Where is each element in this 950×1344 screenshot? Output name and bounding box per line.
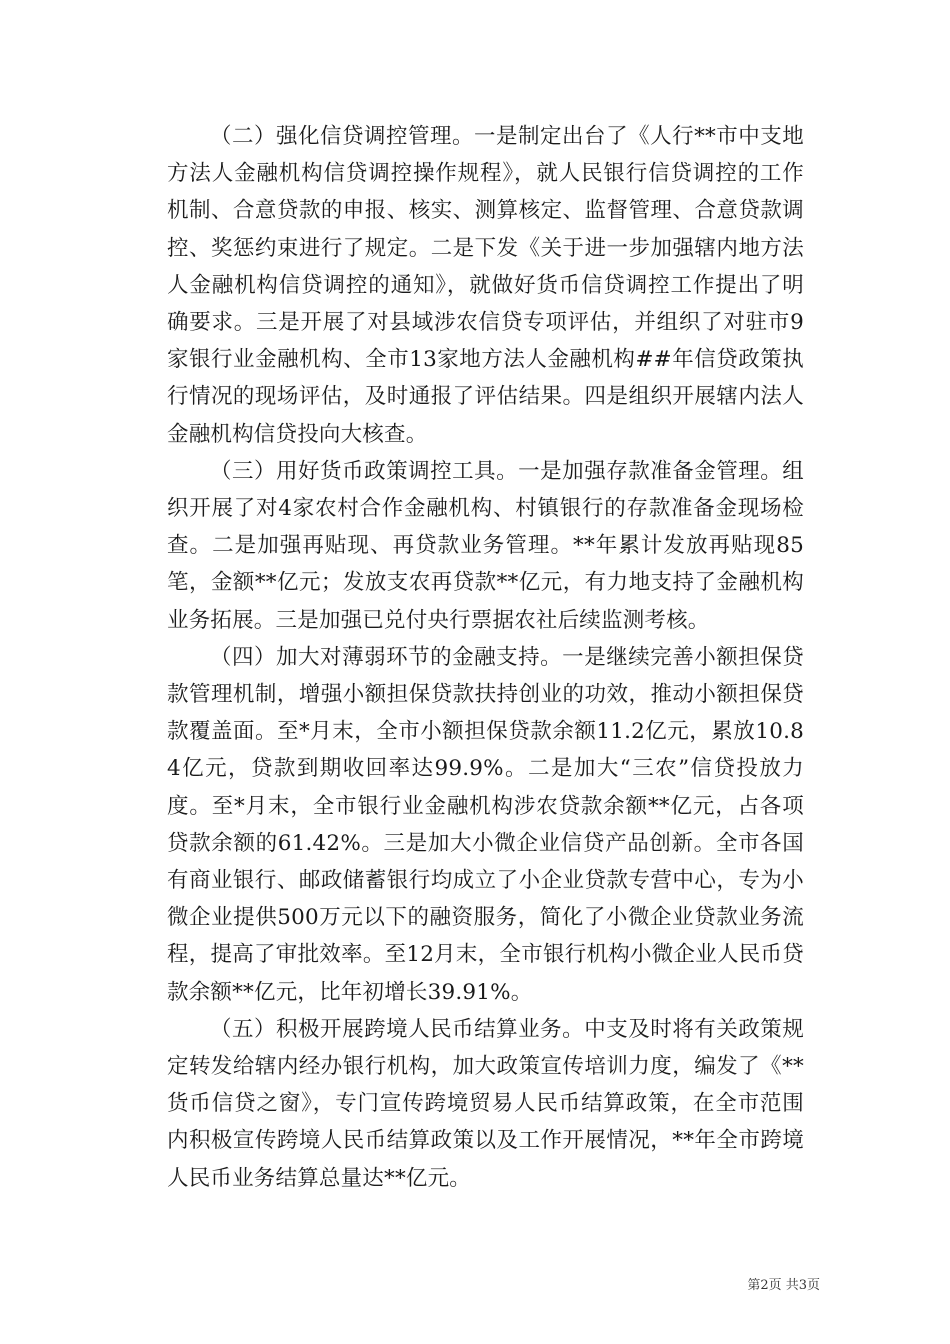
paragraph-policy-tools: （三）用好货币政策调控工具。一是加强存款准备金管理。组织开展了对4家农村合作金融机构、村镇银行的存款准备金现场检查。二是加强再贴现、再贷款业务管理。**年累计发放再贴现85笔，金额**亿元；发放支农再贷款**亿元，有力地支持了金融机构业务拓展。三是加强已兑付央行票据农社后续监测考核。 xyxy=(167,458,804,633)
page-number: 第2页 共3页 xyxy=(747,1278,820,1293)
document-body xyxy=(167,118,804,1197)
paragraph-weak-links-support: （四）加大对薄弱环节的金融支持。一是继续完善小额担保贷款管理机制，增强小额担保贷款扶持创业的功效，推动小额担保贷款覆盖面。至*月末，全市小额担保贷款余额11.2亿元，累放10.84亿元，贷款到期收回率达99.9%。二是加大“三农”信贷投放力度。至*月末，全市银行业金融机构涉农贷款余额**亿元，占各项贷款余额的61.42%。三是加大小微企业信贷产品创新。全市各国有商业银行、邮政储蓄银行均成立了小企业贷款专营中心，专为小微企业提供500万元以下的融资服务，简化了小微企业贷款业务流程，提高了审批效率。至12月末，全市银行机构小微企业人民币贷款余额**亿元，比年初增长39.91%。 xyxy=(167,644,804,1005)
paragraph-cross-border-settlement: （五）积极开展跨境人民币结算业务。中支及时将有关政策规定转发给辖内经办银行机构，加大政策宣传培训力度，编发了《**货币信贷之窗》，专门宣传跨境贸易人民币结算政策，在全市范围内积极宣传跨境人民币结算政策以及工作开展情况，**年全市跨境人民币业务结算总量达**亿元。 xyxy=(167,1016,804,1191)
paragraph-credit-control: （二）强化信贷调控管理。一是制定出台了《人行**市中支地方法人金融机构信贷调控操作规程》，就人民银行信贷调控的工作机制、合意贷款的申报、核实、测算核定、监督管理、合意贷款调控、奖惩约束进行了规定。二是下发《关于进一步加强辖内地方法人金融机构信贷调控的通知》，就做好货币信贷调控工作提出了明确要求。三是开展了对县域涉农信贷专项评估，并组织了对驻市9家银行业金融机构、全市13家地方法人金融机构##年信贷政策执行情况的现场评估，及时通报了评估结果。四是组织开展辖内法人金融机构信贷投向大核查。 xyxy=(167,124,804,447)
